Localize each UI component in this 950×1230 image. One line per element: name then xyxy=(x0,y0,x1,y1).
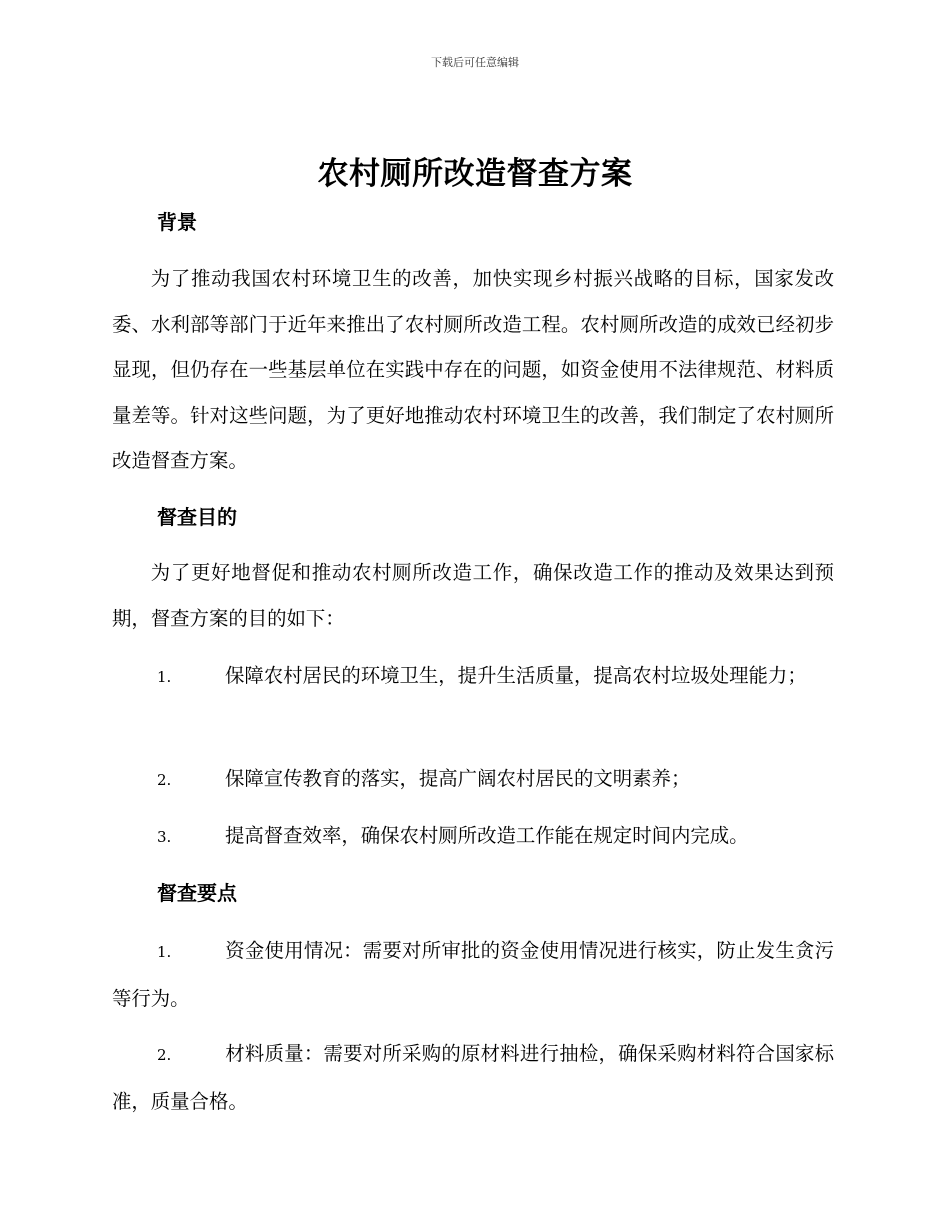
list-item-text: 材料质量：需要对所采购的原材料进行抽检，确保采购材料符合国家标准，质量合格。 xyxy=(112,1042,834,1113)
key-points-list-item xyxy=(112,928,834,1021)
section-heading-background: 背景 xyxy=(157,210,197,234)
list-number: 2. xyxy=(157,771,172,789)
header-note: 下载后可任意编辑 xyxy=(431,56,519,69)
purpose-list-item xyxy=(112,756,834,804)
list-number: 2. xyxy=(157,1046,172,1064)
list-number: 3. xyxy=(157,828,172,846)
purpose-list-item xyxy=(112,813,834,861)
list-item-text: 提高督查效率，确保农村厕所改造工作能在规定时间内完成。 xyxy=(225,824,749,847)
list-item-text: 保障宣传教育的落实，提高广阔农村居民的文明素养； xyxy=(225,767,691,790)
section-heading-purpose: 督查目的 xyxy=(157,505,237,529)
list-item-text: 保障农村居民的环境卫生，提升生活质量，提高农村垃圾处理能力； xyxy=(225,664,807,687)
section-heading-key-points: 督查要点 xyxy=(157,881,237,905)
document-title: 农村厕所改造督查方案 xyxy=(317,156,633,192)
background-paragraph: 为了推动我国农村环境卫生的改善，加快实现乡村振兴战略的目标，国家发改委、水利部等部门于近年来推出了农村厕所改造工程。农村厕所改造的成效已经初步显现，但仍存在一些基层单位在实践中存在的问题，如资金使用不法律规范、材料质量差等。针对这些问题，为了更好地推动农村环境卫生的改善，我们制定了农村厕所改造督查方案。 xyxy=(112,267,834,472)
purpose-list-item xyxy=(112,653,834,701)
list-number: 1. xyxy=(157,943,172,961)
list-item-text: 资金使用情况：需要对所审批的资金使用情况进行核实，防止发生贪污等行为。 xyxy=(112,939,834,1010)
list-number: 1. xyxy=(157,668,172,686)
purpose-paragraph: 为了更好地督促和推动农村厕所改造工作，确保改造工作的推动及效果达到预期，督查方案的目的如下： xyxy=(112,561,834,630)
key-points-list-item xyxy=(112,1031,834,1124)
